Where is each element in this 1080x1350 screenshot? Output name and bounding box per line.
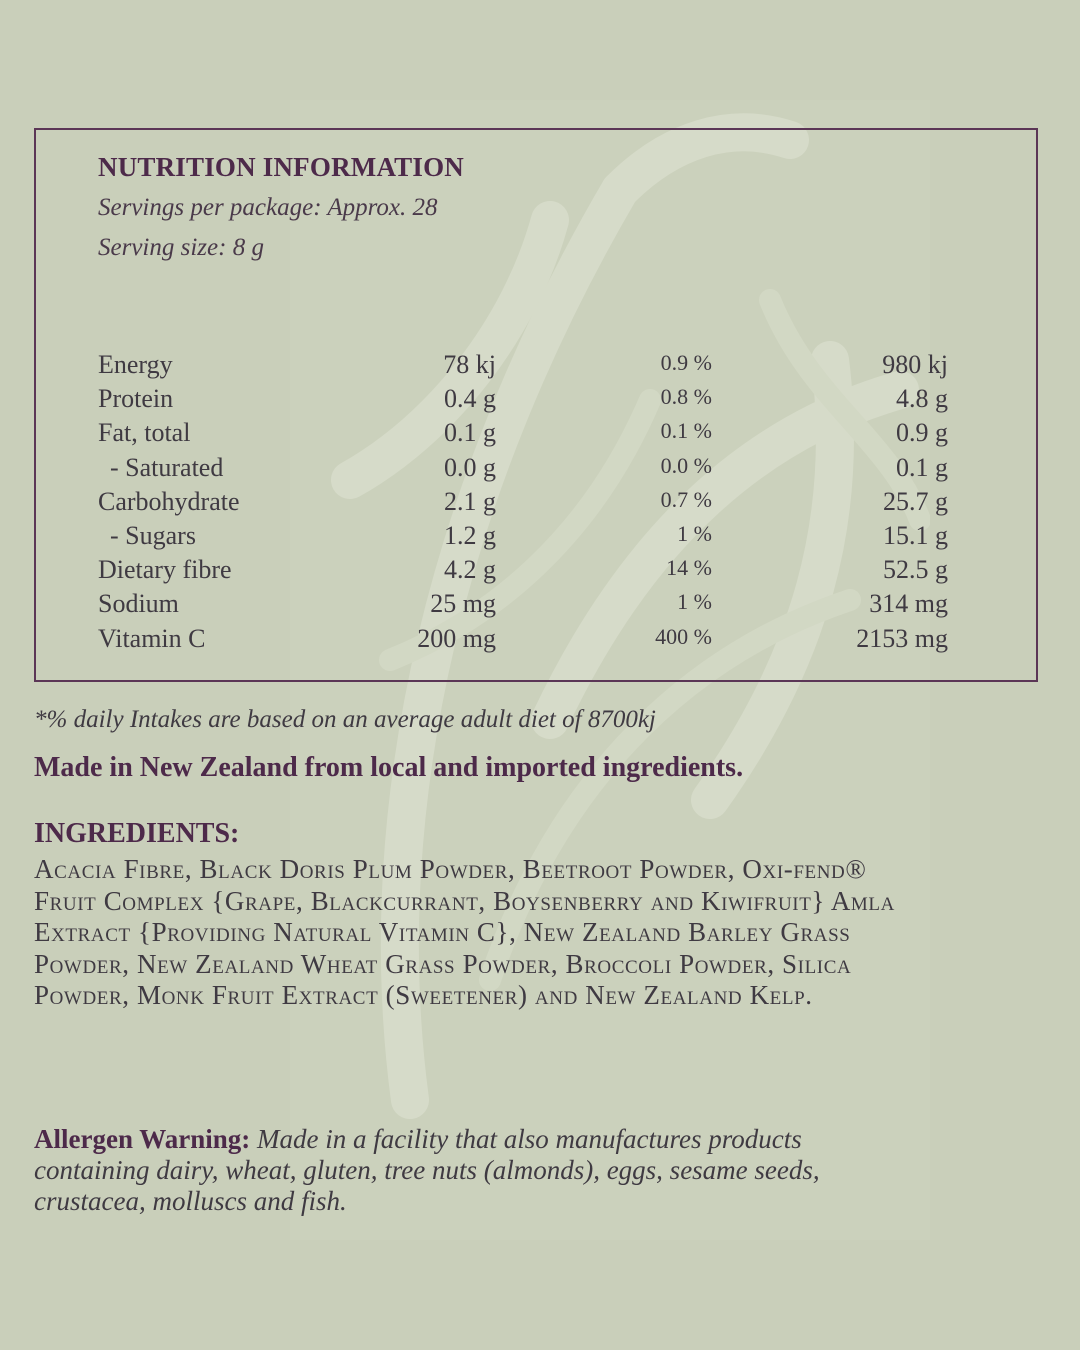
nutrient-label: - Saturated (110, 452, 224, 482)
ingredients-list: Acacia Fibre, Black Doris Plum Powder, Beetroot Powder, Oxi-fend® Fruit Complex {Grape, Blackcurrant, Boysenberry and Kiwifruit} Amla Extract {Providing Natural Vitamin C}, New Zealand Barley Grass Powder, New Zealand Wheat Grass Powder, Broccoli Powder, Silica Powder, Monk Fruit Extract (Sweetener) and New Zealand Kelp. (34, 854, 895, 1010)
daily-intake-value: 0.0 % (660, 452, 712, 478)
nutrient-label: Vitamin C (98, 623, 206, 653)
nutrient-label: Fat, total (98, 418, 191, 448)
nutrition-row (36, 589, 1036, 623)
per-serving-value: 0.1 g (444, 418, 496, 448)
daily-intake-footnote: *% daily Intakes are based on an average adult diet of 8700kj (34, 706, 656, 733)
per-serving-value: 0.0 g (444, 452, 496, 482)
nutrition-title: NUTRITION INFORMATION (98, 152, 464, 182)
nutrient-label: - Sugars (110, 520, 196, 550)
serving-size: Serving size: 8 g (98, 234, 264, 261)
nutrition-row (36, 521, 1036, 555)
per-100g-value: 0.1 g (896, 452, 948, 482)
per-100g-value: 0.9 g (896, 418, 948, 448)
nutrient-label: Sodium (98, 589, 179, 619)
daily-intake-value: 400 % (655, 623, 712, 649)
per-serving-value: 0.4 g (444, 384, 496, 414)
per-serving-value: 1.2 g (444, 520, 496, 550)
nutrient-label: Energy (98, 350, 173, 379)
nutrition-row (36, 350, 1036, 384)
per-serving-value: 4.2 g (444, 555, 496, 585)
daily-intake-value: 0.9 % (660, 350, 712, 375)
nutrition-row (36, 555, 1036, 589)
ingredients-heading: INGREDIENTS: (34, 818, 240, 849)
per-serving-value: 25 mg (430, 589, 496, 619)
allergen-text: Made in a facility that also manufactures products containing dairy, wheat, gluten, tree nuts (almonds), eggs, sesame seeds, crustacea, molluscs and fish. (34, 1124, 820, 1216)
daily-intake-value: 0.1 % (660, 418, 712, 444)
made-in-statement: Made in New Zealand from local and imported ingredients. (34, 752, 744, 783)
per-100g-value: 980 kj (882, 350, 948, 379)
nutrition-row (36, 624, 1036, 658)
per-100g-value: 52.5 g (883, 555, 948, 585)
daily-intake-value: 1 % (677, 520, 712, 546)
per-100g-value: 25.7 g (883, 486, 948, 516)
nutrition-rows (36, 350, 1036, 658)
per-serving-value: 200 mg (417, 623, 496, 653)
servings-per-package: Servings per package: Approx. 28 (98, 194, 438, 221)
daily-intake-value: 1 % (677, 589, 712, 615)
per-100g-value: 4.8 g (896, 384, 948, 414)
allergen-label: Allergen Warning: (34, 1124, 251, 1154)
nutrition-row (36, 453, 1036, 487)
nutrient-label: Dietary fibre (98, 555, 232, 585)
daily-intake-value: 14 % (666, 555, 712, 581)
daily-intake-value: 0.8 % (660, 384, 712, 410)
daily-intake-value: 0.7 % (660, 486, 712, 512)
allergen-warning (34, 1124, 904, 1217)
per-serving-value: 78 kj (443, 350, 496, 379)
nutrient-label: Carbohydrate (98, 486, 240, 516)
per-100g-value: 15.1 g (883, 520, 948, 550)
nutrition-row (36, 487, 1036, 521)
nutrition-row (36, 384, 1036, 418)
per-serving-value: 2.1 g (444, 486, 496, 516)
per-100g-value: 2153 mg (856, 623, 948, 653)
nutrition-row (36, 418, 1036, 452)
nutrient-label: Protein (98, 384, 174, 414)
nutrition-panel (34, 128, 1038, 682)
per-100g-value: 314 mg (869, 589, 948, 619)
